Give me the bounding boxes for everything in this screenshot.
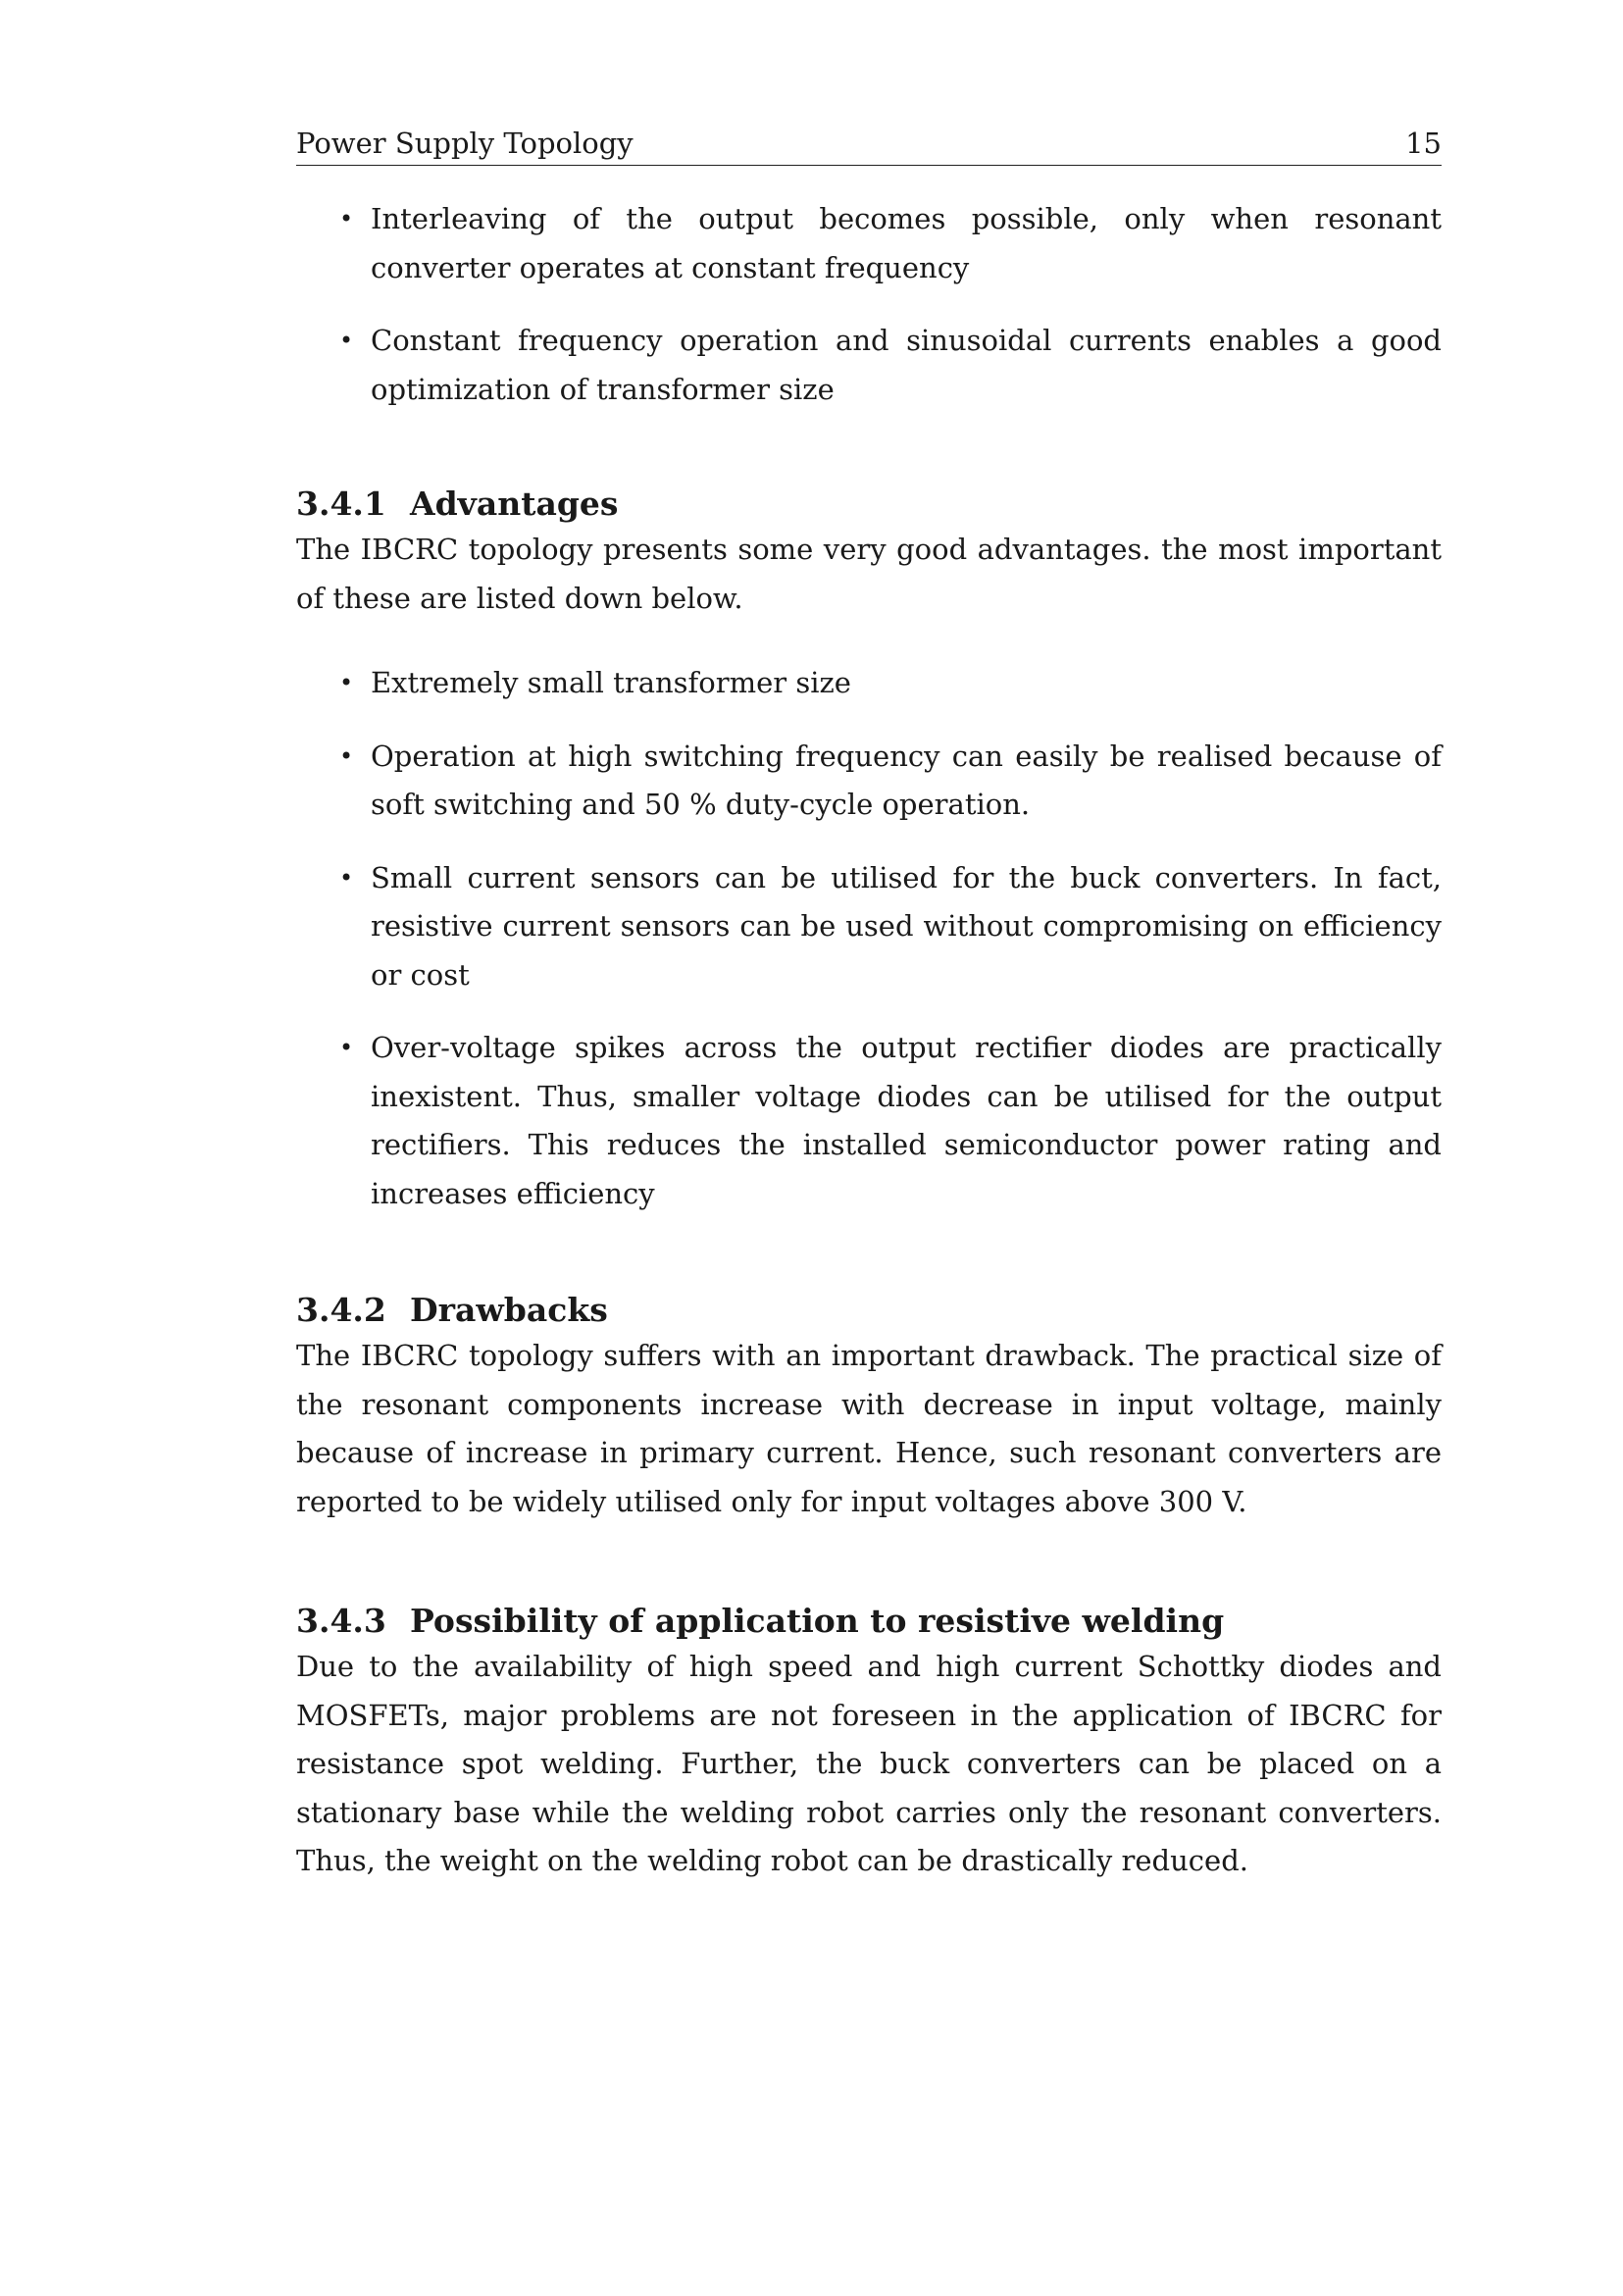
bullet-icon: • (339, 1034, 354, 1061)
bullet-icon: • (339, 741, 354, 770)
bullet-icon: • (339, 863, 354, 892)
section-title: Possibility of application to resistive welding (410, 1602, 1225, 1640)
document-page (296, 126, 1442, 1886)
intro-bullet-list (296, 195, 1442, 414)
list-item-text: Constant frequency operation and sinusoidal currents enables a good optimization of transformer size (371, 324, 1442, 406)
drawbacks-paragraph: The IBCRC topology suffers with an important drawback. The practical size of the resonant components increase with decrease in input voltage, mainly because of increase in primary current. Hence, such resonant converters are reported to be widely utilised only for input voltages above 300 V. (296, 1339, 1442, 1518)
section-number: 3.4.3 (296, 1602, 386, 1640)
list-item-text: Small current sensors can be utilised for the buck converters. In fact, resistive current sensors can be used without compromising on efficiency or cost (371, 860, 1442, 992)
list-item-text: Extremely small transformer size (371, 666, 851, 699)
bullet-icon: • (339, 669, 354, 696)
section-number: 3.4.1 (296, 485, 386, 523)
advantages-paragraph: The IBCRC topology presents some very good advantages. the most important of these are listed down below. (296, 533, 1442, 615)
list-item-text: Over-voltage spikes across the output rectifier diodes are practically inexistent. Thus, smaller voltage diodes can be utilised for the output rectifiers. This reduces the installed semiconductor power rating and increases efficiency (371, 1031, 1442, 1210)
section-title: Drawbacks (410, 1291, 608, 1329)
list-item (296, 733, 1442, 830)
bullet-icon: • (339, 327, 354, 354)
section-number: 3.4.2 (296, 1291, 386, 1329)
advantages-bullet-list (296, 659, 1442, 1218)
running-header (296, 126, 1442, 166)
section-heading-drawbacks (296, 1289, 1442, 1332)
list-item (296, 317, 1442, 414)
list-item (296, 195, 1442, 292)
list-item-text: Operation at high switching frequency can easily be realised because of soft switching and 50 % duty-cycle operation. (371, 739, 1442, 821)
section-title: Advantages (410, 485, 619, 523)
running-title: Power Supply Topology (296, 127, 634, 160)
list-item (296, 854, 1442, 1000)
list-item (296, 1024, 1442, 1218)
list-item (296, 659, 1442, 708)
page-number: 15 (1405, 127, 1442, 160)
section-heading-welding (296, 1600, 1442, 1643)
welding-paragraph: Due to the availability of high speed and high current Schottky diodes and MOSFETs, major problems are not foreseen in the application of IBCRC for resistance spot welding. Further, the buck converters can be placed on a stationary base while the welding robot carries only the resonant converters. Thus, the weight on the welding robot can be drastically reduced. (296, 1650, 1442, 1877)
list-item-text: Interleaving of the output becomes possible, only when resonant converter operates at constant frequency (371, 202, 1442, 284)
bullet-icon: • (339, 205, 354, 232)
section-heading-advantages (296, 483, 1442, 526)
